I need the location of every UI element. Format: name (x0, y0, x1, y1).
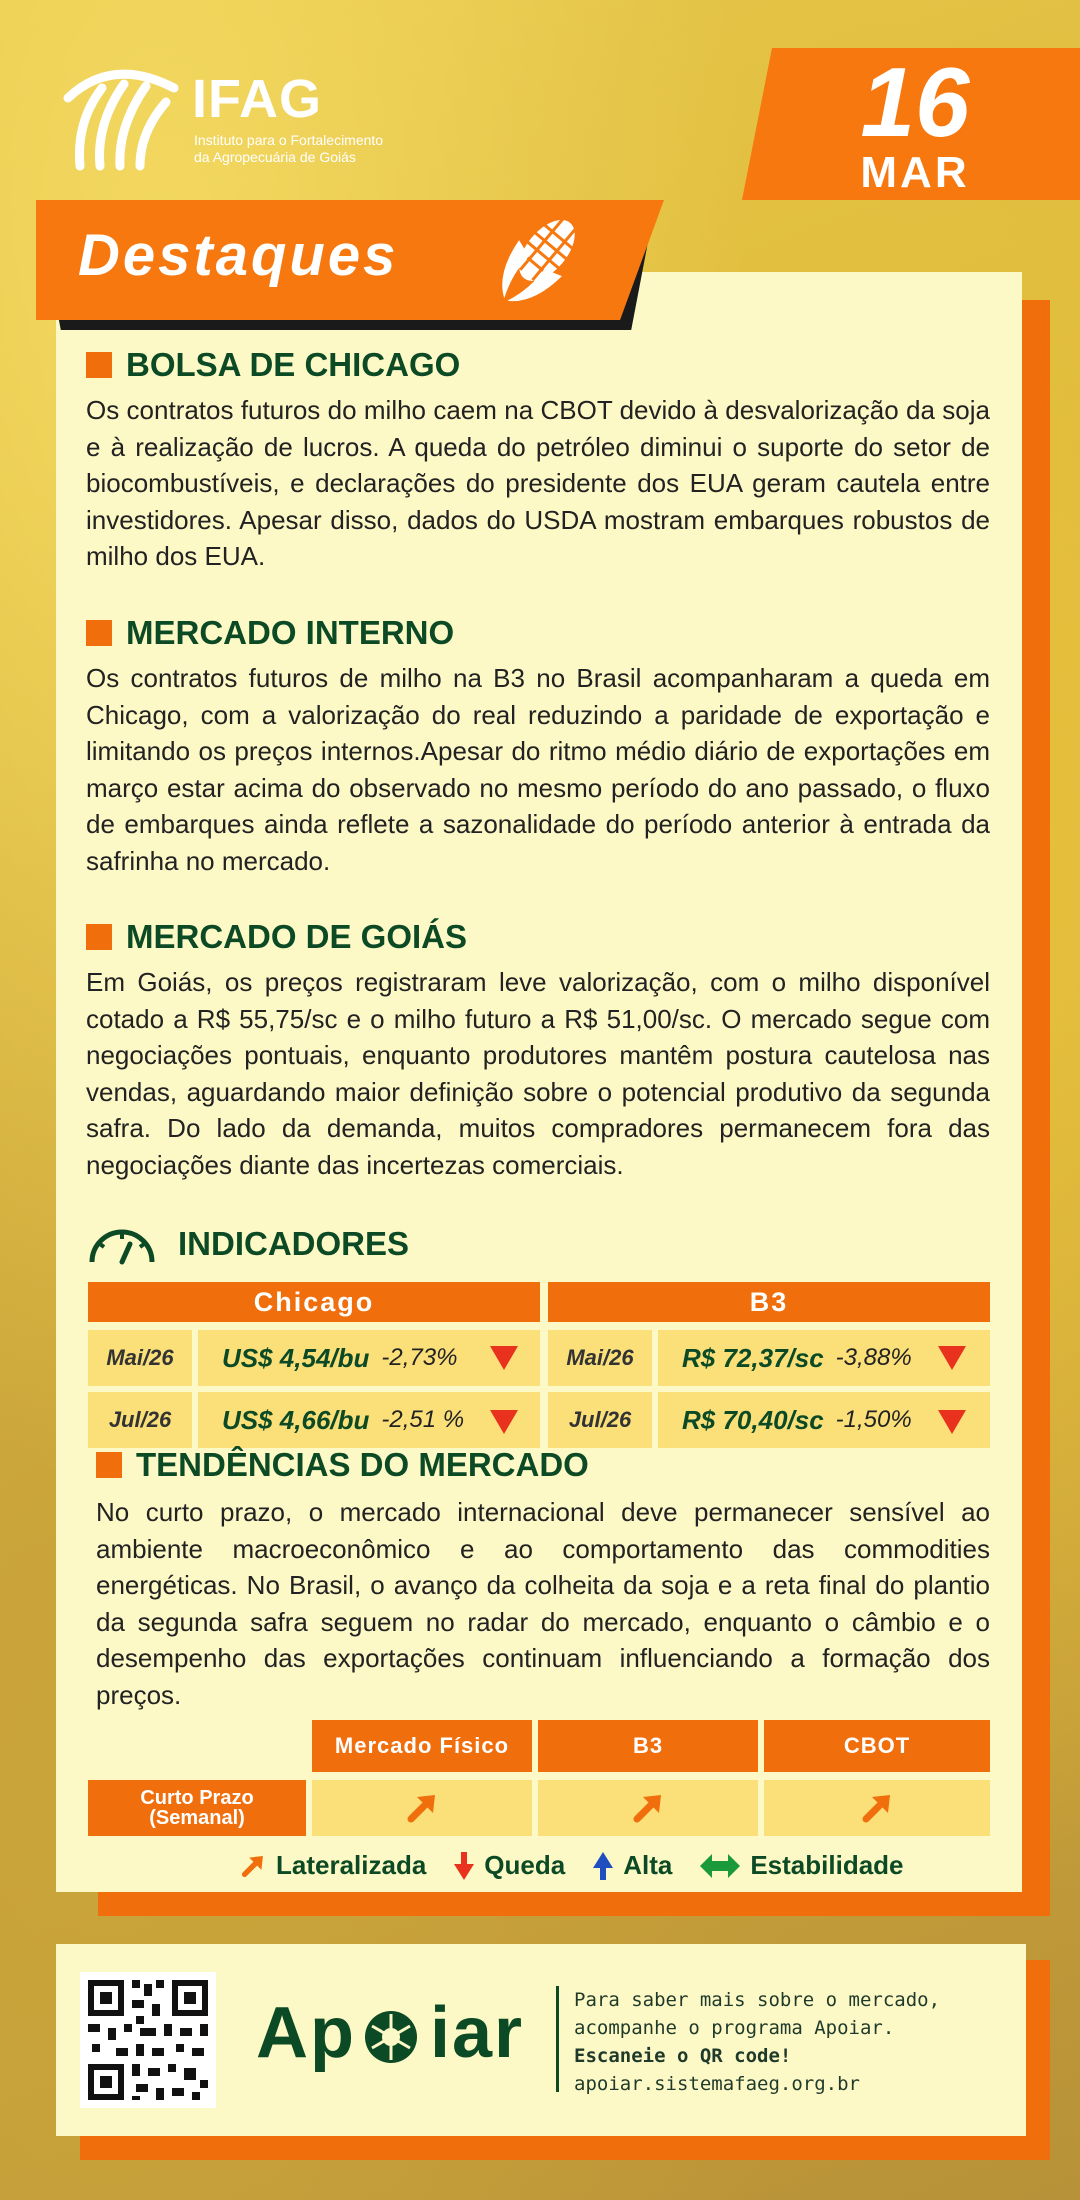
b3-price-row2: R$ 70,40/sc (682, 1404, 824, 1435)
ifag-emblem-icon (62, 62, 182, 172)
section-text-goias: Em Goiás, os preços registraram leve valorização, com o milho disponível cotado a R$ 55,75/sc e o milho futuro a R$ 51,00/sc. O mercado segue com negociações pontuais, enquanto produtores mantêm postura cautelosa nas vendas, aguardando maior definição sobre o potencial produtivo da segunda safra. Do lado da demanda, muitos compradores permanecem fora das negociações diante das incertezas comerciais. (86, 967, 990, 1180)
section-text-tendencias: No curto prazo, o mercado internacional deve permanecer sensível ao ambiente macroeconômico e ao comportamento das commodities energéticas. No Brasil, o avanço da colheita da soja e a reta final do plantio da segunda safra seguem no radar do mercado, enquanto o câmbio e o desempenho das exportações continuam influenciando a formação dos preços. (96, 1497, 990, 1710)
section-title-chicago (86, 346, 460, 384)
chicago-change-row2: -2,51 % (381, 1406, 465, 1433)
down-arrow-icon (938, 1410, 966, 1434)
section-title-tendencias (96, 1446, 589, 1484)
brand-subtitle-line2: da Agropecuária de Goiás (194, 149, 356, 165)
footer-line2: acompanhe o programa Apoiar. (574, 2017, 895, 2039)
b3-month-row2: Jul/26 (548, 1392, 652, 1448)
section-title-tendencias-text: TENDÊNCIAS DO MERCADO (136, 1446, 589, 1483)
section-title-chicago-text: BOLSA DE CHICAGO (126, 346, 461, 383)
footer-url[interactable]: apoiar.sistemafaeg.org.br (574, 2073, 860, 2095)
b3-change-row1: -3,88% (835, 1344, 912, 1371)
lateralizada-arrow-icon (405, 1791, 439, 1825)
lateralizada-arrow-icon (860, 1791, 894, 1825)
trends-row-label (88, 1780, 306, 1836)
legend-label-alta: Alta (623, 1850, 673, 1880)
trends-col-mercado-fisico: Mercado Físico (312, 1720, 532, 1772)
lateralizada-arrow-icon (631, 1791, 665, 1825)
section-text-chicago: Os contratos futuros do milho caem na CBOT devido à desvalorização da soja e à realização de lucros. A queda do petróleo diminui o suporte do setor de biocombustíveis, e declarações do presidente dos EUA geram cautela entre investidores. Apesar disso, dados do USDA mostram embarques robustos de milho dos EUA. (86, 395, 990, 571)
down-arrow-icon (938, 1346, 966, 1370)
apoiar-logo-suffix: iar (430, 1993, 525, 2073)
section-title-interno-text: MERCADO INTERNO (126, 614, 455, 651)
chicago-value-row2 (198, 1392, 540, 1448)
chicago-change-row1: -2,73% (381, 1344, 458, 1371)
trends-cell-cbot (764, 1780, 990, 1836)
ifag-logo (62, 62, 422, 172)
section-title-goias (86, 918, 467, 956)
down-arrow-icon (454, 1852, 474, 1880)
trends-col-b3: B3 (538, 1720, 758, 1772)
chicago-value-row1 (198, 1330, 540, 1386)
banner-title: Destaques (78, 223, 399, 288)
indicators-header-chicago: Chicago (88, 1282, 540, 1322)
indicators-header-b3: B3 (548, 1282, 990, 1322)
bullet-square (86, 620, 112, 646)
section-title-goias-text: MERCADO DE GOIÁS (126, 918, 468, 955)
bullet-square (86, 352, 112, 378)
b3-price-row1: R$ 72,37/sc (682, 1342, 824, 1373)
down-arrow-icon (490, 1346, 518, 1370)
legend-item-estabilidade (700, 1850, 903, 1881)
date-day: 16 (860, 47, 970, 157)
b3-month-row1: Mai/26 (548, 1330, 652, 1386)
qr-code[interactable] (80, 1972, 216, 2108)
legend-label-queda: Queda (484, 1850, 566, 1880)
brand-subtitle-line1: Instituto para o Fortalecimento (194, 132, 384, 148)
down-arrow-icon (490, 1410, 518, 1434)
legend-item-alta (593, 1850, 672, 1881)
b3-change-row2: -1,50% (835, 1406, 912, 1433)
footer-line1: Para saber mais sobre o mercado, (574, 1989, 941, 2011)
brand-subtitle (194, 132, 434, 166)
legend-item-queda (454, 1850, 565, 1881)
chicago-month-row2: Jul/26 (88, 1392, 192, 1448)
bullet-square (86, 924, 112, 950)
corn-icon (480, 205, 590, 315)
legend (240, 1850, 932, 1881)
gauge-icon (86, 1222, 158, 1266)
chicago-price-row2: US$ 4,66/bu (222, 1404, 370, 1435)
trends-cell-mercado-fisico (312, 1780, 532, 1836)
brand-name: IFAG (192, 69, 323, 129)
legend-item-lateralizada (240, 1850, 426, 1881)
up-arrow-icon (593, 1852, 613, 1880)
lateralizada-arrow-icon (240, 1853, 266, 1879)
section-title-indicadores-text: INDICADORES (178, 1225, 410, 1262)
section-title-indicadores (86, 1222, 409, 1266)
trends-col-cbot: CBOT (764, 1720, 990, 1772)
apoiar-logo-prefix: Ap (256, 1993, 356, 2073)
chicago-price-row1: US$ 4,54/bu (222, 1342, 370, 1373)
footer-text (574, 1986, 940, 2098)
double-arrow-icon (700, 1854, 740, 1878)
legend-label-lateralizada: Lateralizada (276, 1850, 427, 1880)
footer-divider (556, 1986, 559, 2092)
trends-row-label-line1: Curto Prazo (140, 1787, 254, 1809)
qr-code-icon (80, 1972, 216, 2108)
apoiar-emblem-icon (358, 2004, 424, 2070)
footer-line3: Escaneie o QR code! (574, 2045, 792, 2067)
section-title-interno (86, 614, 454, 652)
bullet-square (96, 1452, 122, 1478)
chicago-month-row1: Mai/26 (88, 1330, 192, 1386)
section-text-interno: Os contratos futuros de milho na B3 no Brasil acompanharam a queda em Chicago, com a valorização do real reduzindo a paridade de exportação e limitando os preços internos.Apesar do ritmo médio diário de exportações em março estar acima do observado no mesmo período do ano passado, o fluxo de embarques ainda reflete a sazonalidade do período anterior à entrada da safrinha no mercado. (86, 663, 990, 876)
legend-label-estabilidade: Estabilidade (750, 1850, 904, 1880)
date-month: MAR (860, 148, 970, 197)
trends-cell-b3 (538, 1780, 758, 1836)
trends-row-label-line2: (Semanal) (149, 1807, 245, 1829)
